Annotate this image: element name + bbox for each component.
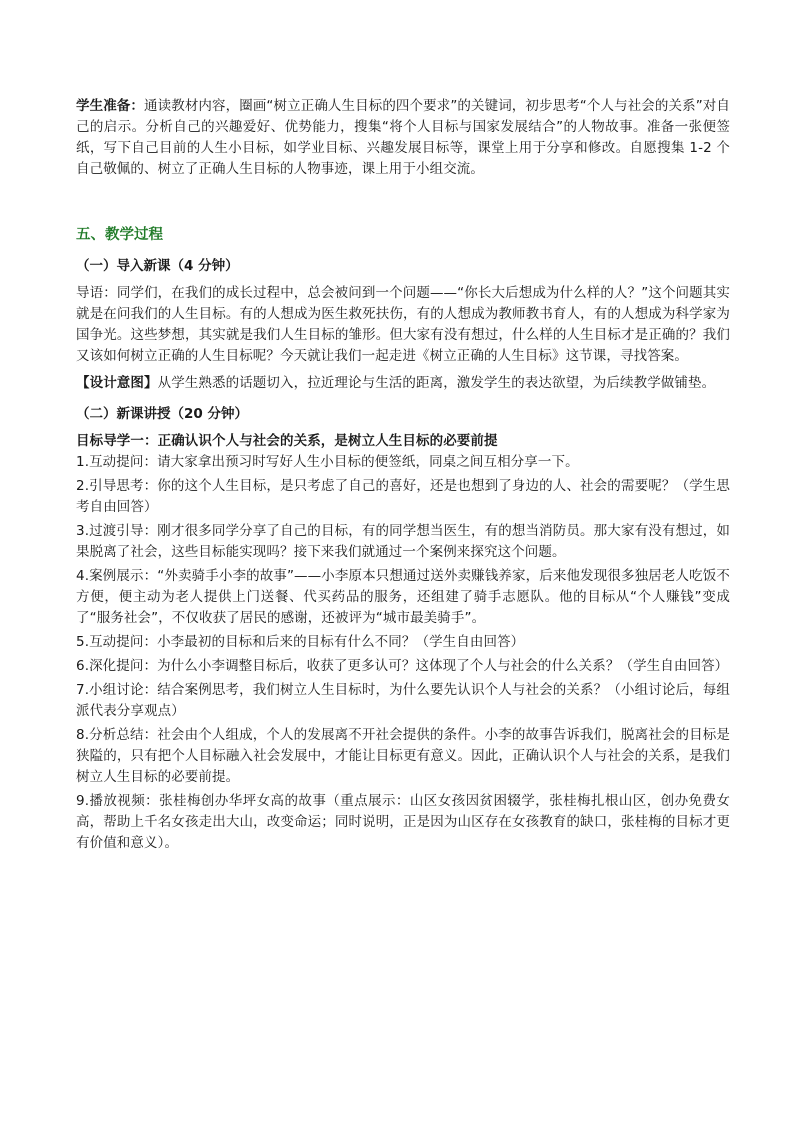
list-item: 5.互动提问：小李最初的目标和后来的目标有什么不同？（学生自由回答） <box>76 634 525 650</box>
list-item: 2.引导思考：你的这个人生目标，是只考虑了自己的喜好，还是也想到了身边的人、社会的需要呢？（学生思考自由回答） <box>76 478 730 515</box>
list-item: 6.深化提问：为什么小李调整目标后，收获了更多认可？这体现了个人与社会的什么关系？（学生自由回答） <box>76 658 729 674</box>
subsection-heading-intro: （一）导入新课（4 分钟） <box>76 258 239 274</box>
student-prep-text: 通读教材内容，圈画“树立正确人生目标的四个要求”的关键词，初步思考“个人与社会的关系”对自己的启示。分析自己的兴趣爱好、优势能力，搜集“将个人目标与国家发展结合”的人物故事。准备一张便签纸，写下自己目前的人生小目标，如学业目标、兴趣发展目标等，课堂上用于分享和修改。自愿搜集 1-2 个自己敬佩的、树立了正确人生目标的人物事迹，课上用于小组交流。 <box>76 98 731 177</box>
list-item: 1.互动提问：请大家拿出预习时写好人生小目标的便签纸，同桌之间互相分享一下。 <box>76 454 579 470</box>
design-intent-paragraph <box>76 373 730 394</box>
list-item: 7.小组讨论：结合案例思考，我们树立人生目标时，为什么要先认识个人与社会的关系？（小组讨论后，每组派代表分享观点） <box>76 682 730 719</box>
intro-paragraph: 导语：同学们，在我们的成长过程中，总会被问到一个问题——“你长大后想成为什么样的人？”这个问题其实就是在问我们的人生目标。有的人想成为医生救死扶伤，有的人想成为教师教书育人，有的人想成为科学家为国争光。这些梦想，其实就是我们人生目标的雏形。但大家有没有想过，什么样的人生目标才是正确的？我们又该如何树立正确的人生目标呢？今天就让我们一起走进《树立正确的人生目标》这节课，寻找答案。 <box>76 285 730 364</box>
list-item: 9.播放视频：张桂梅创办华坪女高的故事（重点展示：山区女孩因贫困辍学，张桂梅扎根山区，创办免费女高，帮助上千名女孩走出大山，改变命运；同时说明，正是因为山区存在女孩教育的缺口，张桂梅的目标才更有价值和意义）。 <box>76 793 730 851</box>
document-body <box>76 96 730 854</box>
student-prep-paragraph <box>76 96 730 180</box>
student-prep-label: 学生准备： <box>76 98 145 114</box>
design-intent-label: 【设计意图】 <box>76 375 158 391</box>
design-intent-text: 从学生熟悉的话题切入，拉近理论与生活的距离，激发学生的表达欲望，为后续教学做铺垫。 <box>157 375 716 391</box>
list-item: 3.过渡引导：刚才很多同学分享了自己的目标，有的同学想当医生，有的想当消防员。那大家有没有想过，如果脱离了社会，这些目标能实现吗？接下来我们就通过一个案例来探究这个问题。 <box>76 523 730 560</box>
list-item: 8.分析总结：社会由个人组成，个人的发展离不开社会提供的条件。小李的故事告诉我们，脱离社会的目标是狭隘的，只有把个人目标融入社会发展中，才能让目标更有意义。因此，正确认识个人与社会的关系，是我们树立人生目标的必要前提。 <box>76 727 730 785</box>
section-heading-teaching-process: 五、教学过程 <box>76 227 163 243</box>
goal-heading-1: 目标导学一：正确认识个人与社会的关系，是树立人生目标的必要前提 <box>76 433 498 449</box>
subsection-heading-new-lesson: （二）新课讲授（20 分钟） <box>76 406 248 422</box>
list-item: 4.案例展示：“外卖骑手小李的故事”——小李原本只想通过送外卖赚钱养家，后来他发现很多独居老人吃饭不方便，便主动为老人提供上门送餐、代买药品的服务，还组建了骑手志愿队。他的目标从“个人赚钱”变成了“服务社会”，不仅收获了居民的感谢，还被评为“城市最美骑手”。 <box>76 568 730 626</box>
